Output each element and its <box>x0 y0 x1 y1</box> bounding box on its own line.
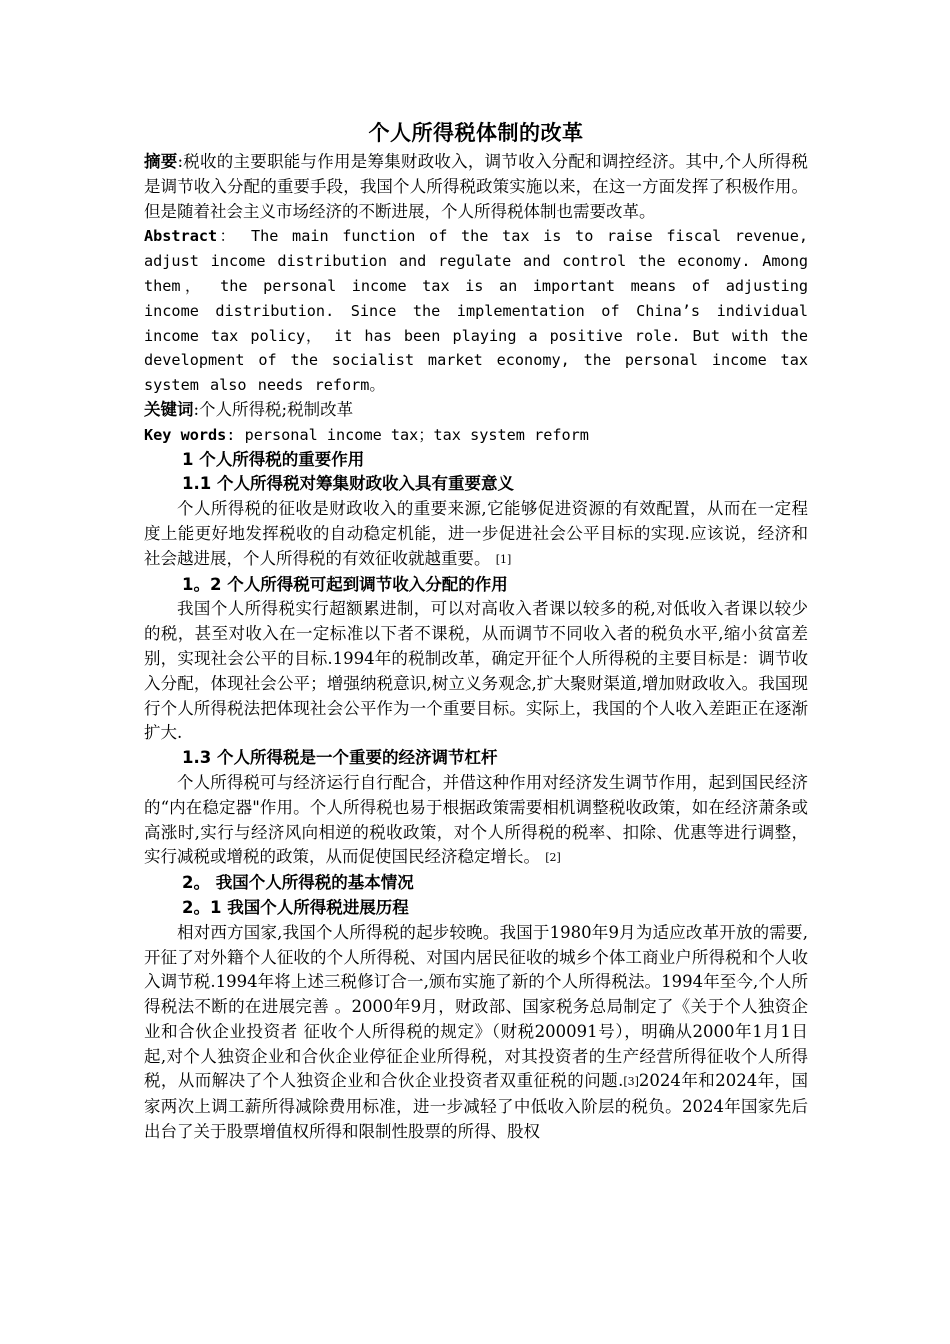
abstract-en-label: Abstract <box>144 227 218 246</box>
abstract-cn-label: 摘要 <box>144 152 178 171</box>
paragraph-text: 个人所得税的征收是财政收入的重要来源,它能够促进资源的有效配置，从而在一定程度上能更好地发挥税收的自动稳定机能，进一步促进社会公平目标的实现.应该说，经济和社会越进展，个人所得税的有效征收就越重要。 <box>144 499 808 568</box>
citation-ref: [1] <box>495 552 512 566</box>
section-2-1-paragraph <box>144 921 808 1145</box>
keywords-en-label: Key words <box>144 425 227 444</box>
keywords-cn <box>144 398 808 423</box>
abstract-cn-text: :税收的主要职能与作用是筹集财政收入，调节收入分配和调控经济。其中,个人所得税是调节收入分配的重要手段，我国个人所得税政策实施以来，在这一方面发挥了积极作用。但是随着社会主义市场经济的不断进展，个人所得税体制也需要改革。 <box>144 152 808 221</box>
abstract-cn <box>144 150 808 224</box>
citation-ref: [2] <box>545 851 561 865</box>
section-1-heading: 1 个人所得税的重要作用 <box>182 449 365 469</box>
abstract-en <box>144 224 808 398</box>
paragraph-text-continued: 2024年和2024年，国家两次上调工薪所得减除费用标准，进一步减轻了中低收入阶层的税负。2024年国家先后出台了关于股票增值权所得和限制性股票的所得、股权 <box>144 1071 808 1142</box>
document-page <box>144 118 808 1145</box>
paragraph-text: 个人所得税可与经济运行自行配合，并借这种作用对经济发生调节作用，起到国民经济的“内在稳定器"作用。个人所得税也易于根据政策需要相机调整税收政策，如在经济萧条或高涨时,实行与经济风向相逆的税收政策，对个人所得税的税率、扣除、优惠等进行调整，实行减税或增税的政策，从而促使国民经济稳定增长。 <box>144 772 808 867</box>
section-1-3-heading: 1.3 个人所得税是一个重要的经济调节杠杆 <box>182 748 498 768</box>
section-1-1-paragraph <box>144 497 808 572</box>
document-title: 个人所得税体制的改革 <box>368 121 584 145</box>
keywords-cn-text: :个人所得税;税制改革 <box>193 399 354 419</box>
section-1-2-heading: 1。2 个人所得税可起到调节收入分配的作用 <box>182 574 508 594</box>
abstract-en-text: ： The main function of the tax is to raise fiscal revenue, adjust income distribution and regulate and control the economy. Among them， the personal income tax is an important means of adjusting income distribution. Since the implementation of China’s individual income tax policy， it has been playing a positive role. But with the development of the socialist market economy, the personal income tax system also needs reform。 <box>144 227 808 395</box>
keywords-en <box>144 423 808 448</box>
section-1-3-paragraph <box>144 771 808 871</box>
keywords-cn-label: 关键词 <box>144 399 194 419</box>
section-1-1-heading: 1.1 个人所得税对筹集财政收入具有重要意义 <box>182 474 514 494</box>
section-2-heading: 2。 我国个人所得税的基本情况 <box>182 873 414 893</box>
section-1-2-paragraph: 我国个人所得税实行超额累进制，可以对高收入者课以较多的税,对低收入者课以较少的税，甚至对收入在一定标准以下者不课税，从而调节不同收入者的税负水平,缩小贫富差别，实现社会公平的目标.1994年的税制改革，确定开征个人所得税的主要目标是：调节收入分配，体现社会公平；增强纳税意识,树立义务观念,扩大聚财渠道,增加财政收入。我国现行个人所得税法把体现社会公平作为一个重要目标。实际上，我国的个人收入差距正在逐渐扩大. <box>144 599 808 743</box>
keywords-en-text: : personal income tax；tax system reform <box>226 425 589 444</box>
paragraph-text: 相对西方国家,我国个人所得税的起步较晚。我国于1980年9月为适应改革开放的需要,开征了对外籍个人征收的个人所得税、对国内居民征收的城乡个体工商业户所得税和个人收入调节税.1994年将上述三税修订合一,颁布实施了新的个人所得税法。1994年至今,个人所得税法不断的在进展完善 。2000年9月，财政部、国家税务总局制定了《关于个人独资企业和合伙企业投资者 征收个人所得税的规定》（财税200091号），明确从2000年1月1日起,对个人独资企业和合伙企业停征企业所得税，对其投资者的生产经营所得征收个人所得税，从而解决了个人独资企业和合伙企业投资者双重征税的问题. <box>144 922 808 1091</box>
citation-ref: [3] <box>623 1075 639 1089</box>
section-2-1-heading: 2。1 我国个人所得税进展历程 <box>182 897 409 917</box>
